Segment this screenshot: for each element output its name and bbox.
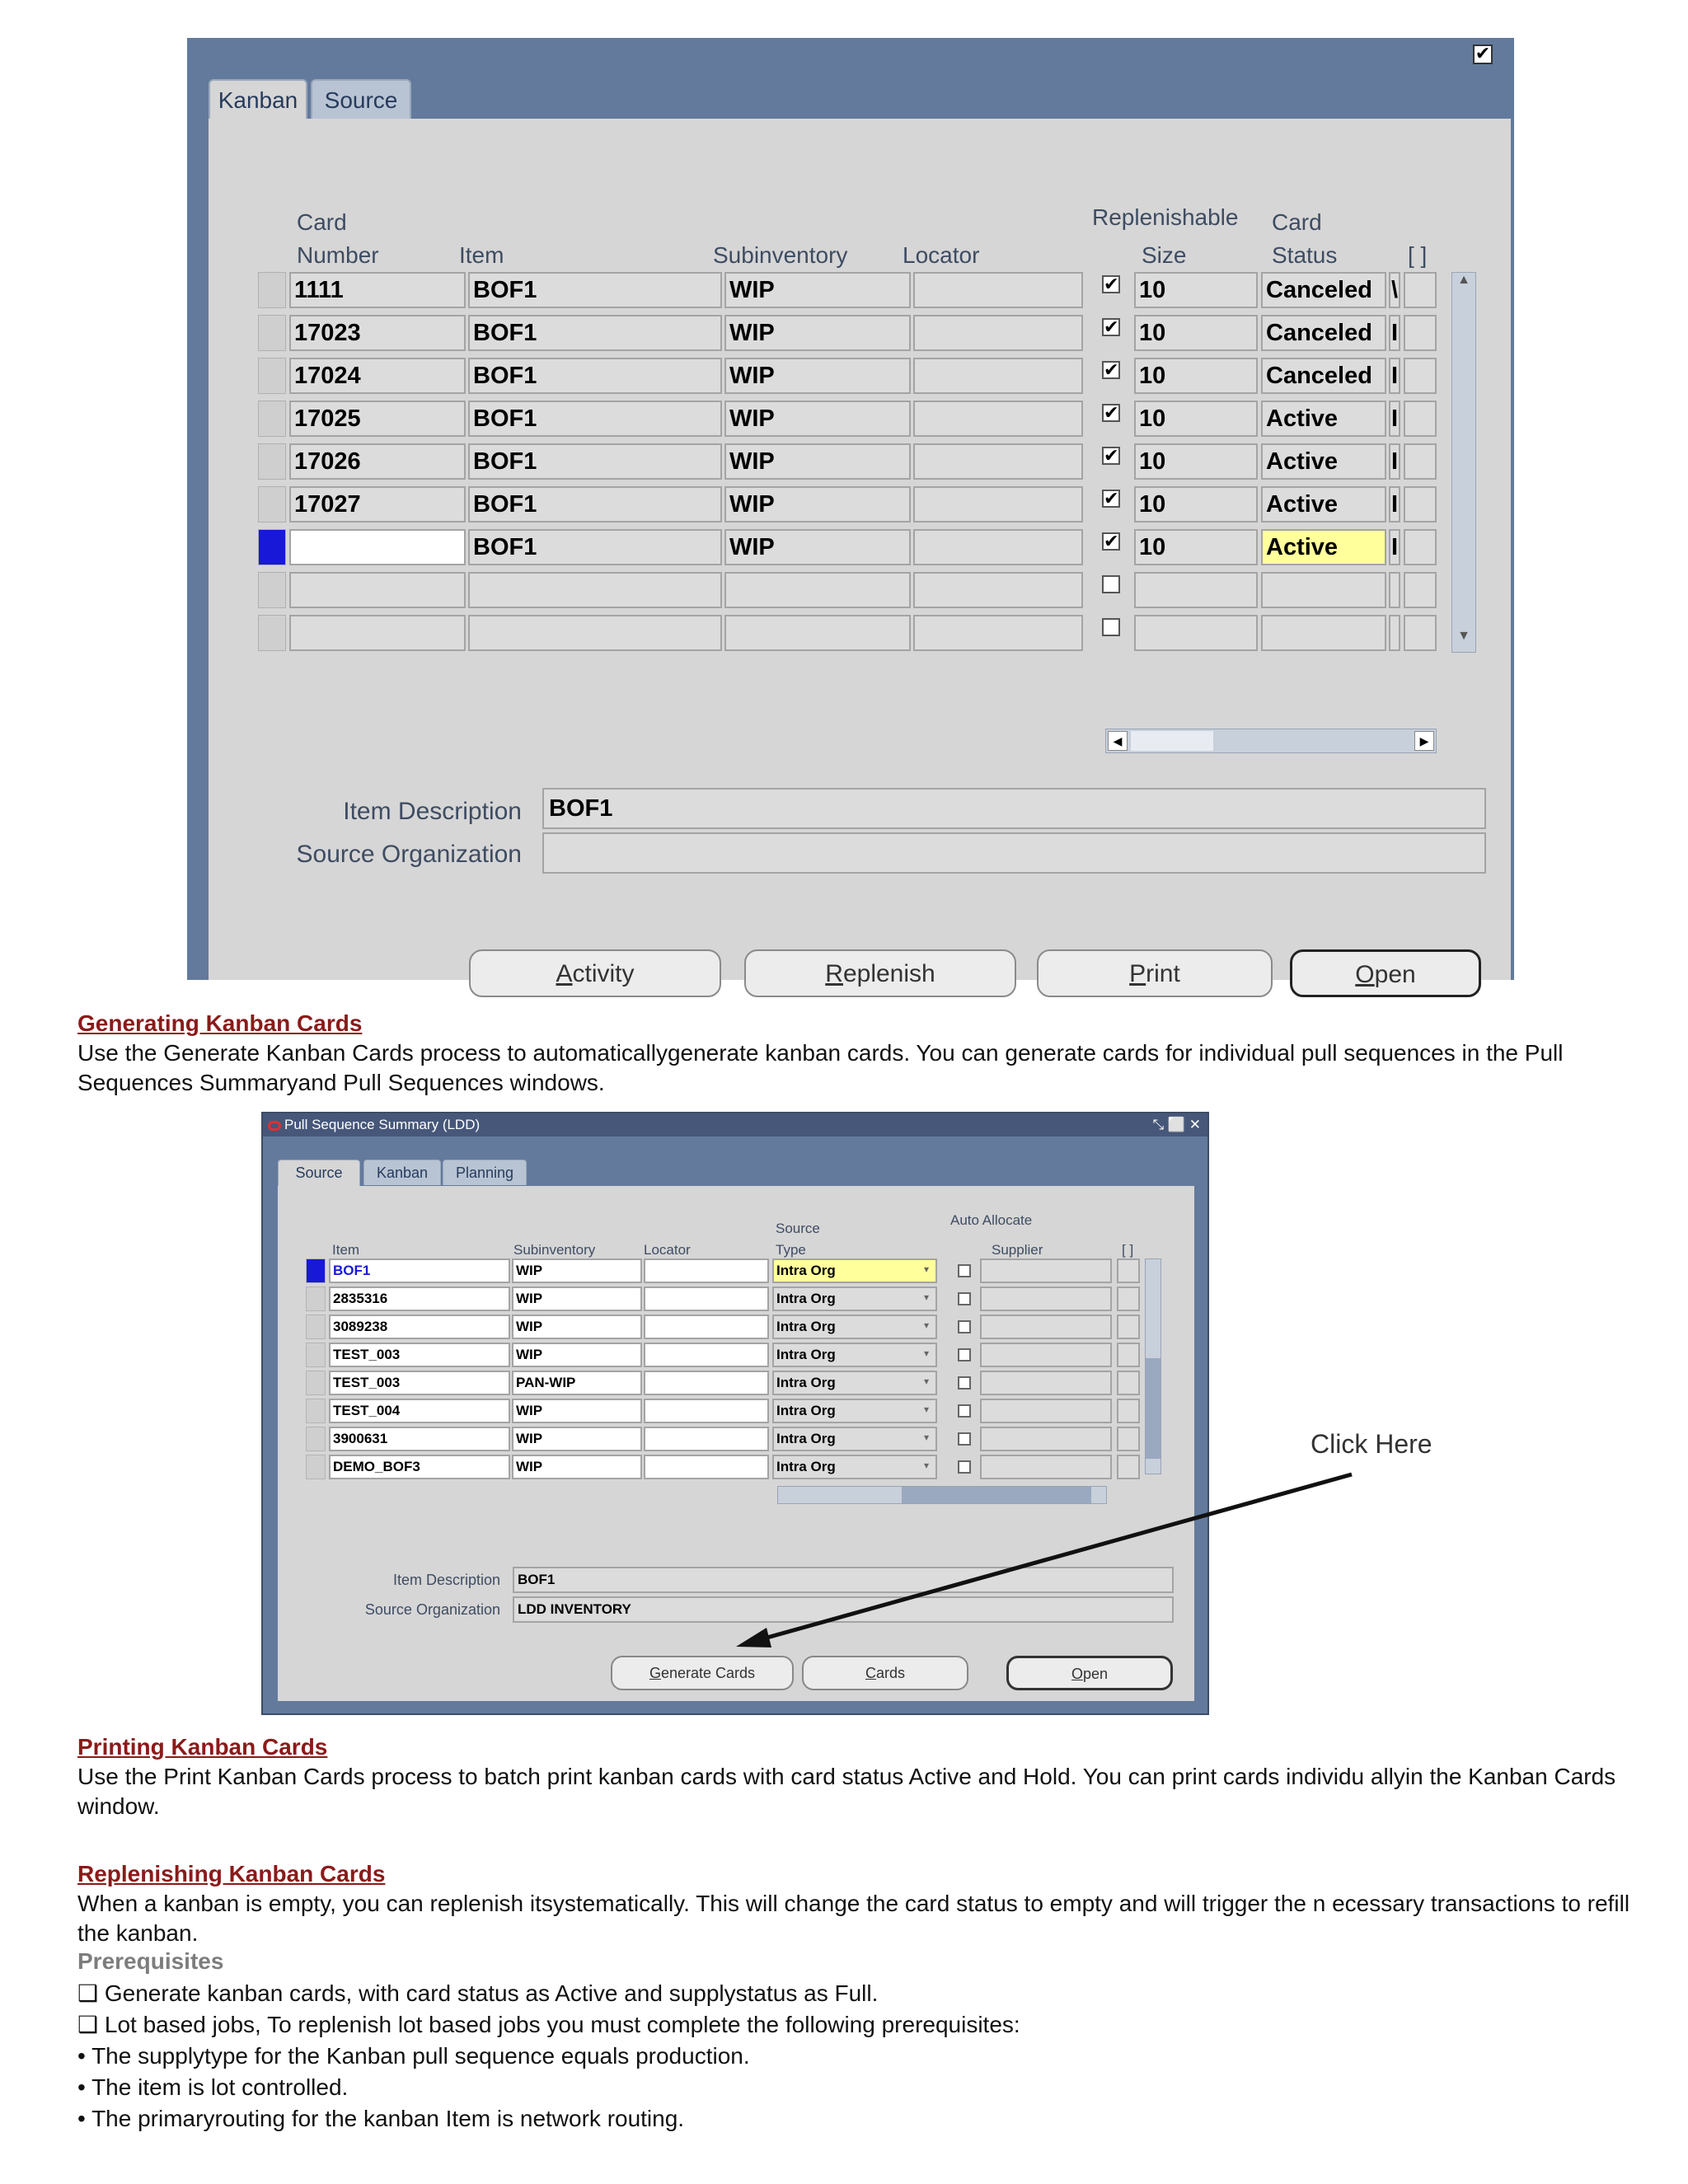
subinventory-cell-2[interactable]: WIP xyxy=(512,1343,642,1367)
item-cell[interactable]: BOF1 xyxy=(468,529,722,565)
card-status-cell[interactable]: Canceled xyxy=(1261,315,1386,351)
header-replenishable: Replenishable xyxy=(1092,204,1239,230)
extra-cell[interactable]: I xyxy=(1389,529,1400,565)
dropdown-arrow-icon[interactable]: ▾ xyxy=(924,1319,930,1331)
item-cell-2[interactable]: 3089238 xyxy=(329,1315,510,1339)
source-type-cell[interactable]: Intra Org xyxy=(772,1315,937,1339)
generating-heading: Generating Kanban Cards xyxy=(77,1010,363,1036)
extra-cell[interactable]: I xyxy=(1389,358,1400,394)
subinventory-cell[interactable]: WIP xyxy=(724,486,911,523)
item-cell[interactable]: BOF1 xyxy=(468,443,722,480)
source-type-cell[interactable]: Intra Org xyxy=(772,1286,937,1311)
prerequisite-item: ❑ Generate kanban cards, with card status as Active and supplystatus as Full. xyxy=(77,1980,879,2006)
header-source-type-2: Type xyxy=(776,1242,806,1258)
header-extra-2: [ ] xyxy=(1122,1242,1134,1258)
scroll-right-icon[interactable]: ▶ xyxy=(1414,731,1434,751)
header-source-type-1: Source xyxy=(776,1221,820,1236)
size-cell[interactable]: 10 xyxy=(1134,358,1258,394)
print-button[interactable]: Print xyxy=(1037,949,1273,997)
size-cell[interactable]: 10 xyxy=(1134,272,1258,308)
item-cell[interactable]: BOF1 xyxy=(468,401,722,437)
open-button-2[interactable]: Open xyxy=(1006,1656,1173,1690)
source-type-cell[interactable]: Intra Org xyxy=(772,1455,937,1479)
replenishable-checkbox[interactable]: ✔ xyxy=(1104,316,1119,337)
replenishable-checkbox[interactable]: ✔ xyxy=(1104,402,1119,423)
card-number-cell[interactable]: 17026 xyxy=(289,443,466,480)
dropdown-arrow-icon[interactable]: ▾ xyxy=(924,1432,930,1443)
tab-kanban-2[interactable]: Kanban xyxy=(363,1160,441,1185)
card-number-cell[interactable]: 17024 xyxy=(289,358,466,394)
size-cell[interactable]: 10 xyxy=(1134,443,1258,480)
extra-cell[interactable]: I xyxy=(1389,401,1400,437)
dropdown-arrow-icon[interactable]: ▾ xyxy=(924,1404,930,1415)
prerequisites-label: Prerequisites xyxy=(77,1948,224,1974)
header-extra: [ ] xyxy=(1408,242,1428,268)
card-number-cell[interactable]: 17027 xyxy=(289,486,466,523)
header-subinventory-2: Subinventory xyxy=(513,1242,596,1258)
item-cell[interactable]: BOF1 xyxy=(468,272,722,308)
item-cell[interactable]: BOF1 xyxy=(468,358,722,394)
extra-cell[interactable]: I xyxy=(1389,486,1400,523)
replenishable-checkbox[interactable]: ✔ xyxy=(1104,359,1119,380)
subinventory-cell[interactable]: WIP xyxy=(724,529,911,565)
item-cell-2[interactable]: 3900631 xyxy=(329,1427,510,1451)
prerequisite-item: • The primaryrouting for the kanban Item is network routing. xyxy=(77,2106,685,2131)
scroll-down-icon[interactable]: ▼ xyxy=(1457,629,1470,643)
card-number-cell[interactable]: 17025 xyxy=(289,401,466,437)
subinventory-cell-2[interactable]: PAN-WIP xyxy=(512,1371,642,1395)
header-card-status-2: Status xyxy=(1272,242,1338,268)
extra-cell[interactable]: I xyxy=(1389,315,1400,351)
prerequisite-item: • The item is lot controlled. xyxy=(77,2074,349,2100)
tab-source[interactable]: Source xyxy=(311,79,411,120)
source-organization-label-2: Source Organization xyxy=(364,1601,500,1618)
extra-cell[interactable]: \ xyxy=(1389,272,1400,308)
item-cell[interactable]: BOF1 xyxy=(468,315,722,351)
dropdown-arrow-icon[interactable]: ▾ xyxy=(924,1263,930,1275)
subinventory-cell[interactable]: WIP xyxy=(724,443,911,480)
activity-button[interactable]: Activity xyxy=(469,949,721,997)
item-cell[interactable]: BOF1 xyxy=(468,486,722,523)
header-item-2: Item xyxy=(332,1242,360,1258)
replenishing-text: When a kanban is empty, you can replenish itsystematically. This will change the card status to empty and will trigger the n ecessary transactions to refill the kanban. xyxy=(77,1891,1630,1946)
dropdown-arrow-icon[interactable]: ▾ xyxy=(924,1291,930,1303)
printing-text: Use the Print Kanban Cards process to batch print kanban cards with card status Active and Hold. You can print cards individu allyin the Kanban Cards window. xyxy=(77,1764,1616,1819)
size-cell[interactable]: 10 xyxy=(1134,315,1258,351)
card-status-cell[interactable]: Canceled xyxy=(1261,272,1386,308)
header-card-status-1: Card xyxy=(1272,209,1322,235)
window-checkbox-icon[interactable]: ✔ xyxy=(1473,45,1493,64)
generate-cards-button[interactable]: Generate Cards xyxy=(611,1656,794,1690)
header-item: Item xyxy=(459,242,504,268)
subinventory-cell[interactable]: WIP xyxy=(724,272,911,308)
replenishable-checkbox[interactable]: ✔ xyxy=(1104,531,1119,551)
item-description-label-2: Item Description xyxy=(392,1572,500,1588)
dropdown-arrow-icon[interactable]: ▾ xyxy=(924,1347,930,1359)
card-number-cell[interactable]: 17023 xyxy=(289,315,466,351)
subinventory-cell-2[interactable]: WIP xyxy=(512,1286,642,1311)
size-cell[interactable]: 10 xyxy=(1134,529,1258,565)
replenish-button[interactable]: Replenish xyxy=(744,949,1016,997)
source-type-cell[interactable]: Intra Org xyxy=(772,1399,937,1423)
cards-button[interactable]: Cards xyxy=(802,1656,968,1690)
dropdown-arrow-icon[interactable]: ▾ xyxy=(924,1376,930,1387)
tab-source-2[interactable]: Source xyxy=(278,1160,360,1188)
source-type-cell[interactable]: Intra Org xyxy=(772,1371,937,1395)
header-card-number-2: Number xyxy=(297,242,379,268)
dropdown-arrow-icon[interactable]: ▾ xyxy=(924,1460,930,1471)
replenishable-checkbox[interactable]: ✔ xyxy=(1104,488,1119,509)
item-description-field-2[interactable]: BOF1 xyxy=(513,1567,1174,1593)
source-type-cell[interactable]: Intra Org xyxy=(772,1427,937,1451)
tab-kanban[interactable]: Kanban xyxy=(209,79,307,124)
card-status-cell[interactable]: Active xyxy=(1261,443,1386,480)
item-cell-2[interactable]: BOF1 xyxy=(329,1258,510,1283)
extra-cell[interactable]: I xyxy=(1389,443,1400,480)
scroll-up-icon[interactable]: ▲ xyxy=(1457,273,1470,287)
subinventory-cell[interactable]: WIP xyxy=(724,315,911,351)
source-organization-field-2[interactable]: LDD INVENTORY xyxy=(513,1596,1174,1623)
item-cell-2[interactable]: TEST_004 xyxy=(329,1399,510,1423)
header-locator: Locator xyxy=(903,242,980,268)
card-status-cell[interactable]: Active xyxy=(1261,486,1386,523)
header-supplier: Supplier xyxy=(992,1242,1043,1258)
subinventory-cell-2[interactable]: WIP xyxy=(512,1427,642,1451)
source-type-cell[interactable]: Intra Org xyxy=(772,1343,937,1367)
replenishing-heading: Replenishing Kanban Cards xyxy=(77,1861,386,1886)
scroll-left-icon[interactable]: ◀ xyxy=(1108,731,1128,751)
header-subinventory: Subinventory xyxy=(713,242,848,268)
window-title: Pull Sequence Summary (LDD) xyxy=(284,1117,481,1132)
subinventory-cell-2[interactable]: WIP xyxy=(512,1455,642,1479)
item-description-field[interactable]: BOF1 xyxy=(542,788,1486,829)
card-status-cell[interactable]: Active xyxy=(1261,529,1386,565)
header-auto-allocate: Auto Allocate xyxy=(950,1212,1033,1228)
card-status-cell[interactable]: Canceled xyxy=(1261,358,1386,394)
subinventory-cell-2[interactable]: WIP xyxy=(512,1258,642,1283)
subinventory-cell[interactable]: WIP xyxy=(724,358,911,394)
printing-heading: Printing Kanban Cards xyxy=(77,1734,328,1760)
header-size: Size xyxy=(1142,242,1187,268)
prerequisites-list xyxy=(77,1978,1643,2135)
size-cell[interactable]: 10 xyxy=(1134,401,1258,437)
subinventory-cell-2[interactable]: WIP xyxy=(512,1399,642,1423)
subinventory-cell[interactable]: WIP xyxy=(724,401,911,437)
replenishable-checkbox[interactable]: ✔ xyxy=(1104,445,1119,466)
item-cell-2[interactable]: DEMO_BOF3 xyxy=(329,1455,510,1479)
item-cell-2[interactable]: TEST_003 xyxy=(329,1343,510,1367)
item-cell-2[interactable]: TEST_003 xyxy=(329,1371,510,1395)
source-type-cell[interactable]: Intra Org xyxy=(772,1258,937,1283)
prerequisite-item: • The supplytype for the Kanban pull sequence equals production. xyxy=(77,2043,750,2069)
source-organization-label: Source Organization xyxy=(296,841,522,868)
size-cell[interactable]: 10 xyxy=(1134,486,1258,523)
tab-planning-2[interactable]: Planning xyxy=(443,1160,527,1185)
item-cell-2[interactable]: 2835316 xyxy=(329,1286,510,1311)
item-description-label: Item Description xyxy=(343,798,522,825)
subinventory-cell-2[interactable]: WIP xyxy=(512,1315,642,1339)
prerequisite-item: ❑ Lot based jobs, To replenish lot based jobs you must complete the following prerequisites: xyxy=(77,2012,1020,2037)
card-number-cell[interactable]: 1111 xyxy=(289,272,466,308)
replenishable-checkbox[interactable]: ✔ xyxy=(1104,274,1119,294)
click-here-callout: Click Here xyxy=(1311,1429,1432,1459)
generating-text: Use the Generate Kanban Cards process to automaticallygenerate kanban cards. You can generate cards for individual pull sequences in the Pull Sequences Summaryand Pull Sequences windows. xyxy=(77,1040,1564,1095)
open-button[interactable]: Open xyxy=(1290,949,1481,997)
window-controls[interactable]: ⤡ ⬜ ✕ xyxy=(1152,1117,1201,1132)
header-locator-2: Locator xyxy=(644,1242,691,1258)
header-card-number-1: Card xyxy=(297,209,347,235)
card-status-cell[interactable]: Active xyxy=(1261,401,1386,437)
